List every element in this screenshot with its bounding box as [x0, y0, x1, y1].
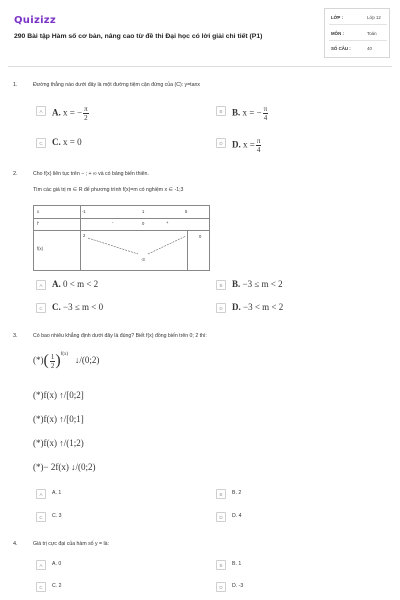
option-text: B. 2 — [232, 490, 242, 496]
option-letter-box: B — [216, 280, 226, 290]
option-b[interactable] — [216, 489, 376, 501]
option-letter-box: D — [216, 303, 226, 313]
option-text: A. 0 — [52, 561, 62, 567]
option-c[interactable] — [36, 138, 196, 150]
option-text: B. 1 — [232, 561, 242, 567]
question-number: 3. — [13, 333, 18, 339]
fprime-sign: - — [112, 220, 114, 225]
option-a[interactable] — [36, 489, 196, 501]
variation-arrows — [34, 206, 211, 272]
meta-info-box — [324, 8, 390, 58]
option-d[interactable] — [216, 137, 376, 154]
option-text: B. −3 ≤ m < 2 — [232, 279, 283, 289]
option-letter-box: B — [216, 560, 226, 570]
meta-value: 40 — [367, 46, 372, 51]
meta-value: Lớp 12 — [367, 15, 381, 20]
option-c[interactable] — [36, 582, 196, 594]
option-text: C. 3 — [52, 513, 62, 519]
row-label-x: x — [37, 209, 40, 214]
option-text: D. 4 — [232, 513, 242, 519]
document-header — [0, 0, 400, 68]
question-number: 4. — [13, 541, 18, 547]
decrease-arrow — [88, 238, 138, 254]
option-b[interactable] — [216, 280, 376, 292]
question-text: Giá trị cực đại của hàm số y = là: — [33, 541, 109, 547]
option-letter-box: C — [36, 582, 46, 592]
option-letter-box: D — [216, 138, 226, 148]
question-number: 1. — [13, 82, 18, 88]
statement-5: (*)− 2f(x) ↓/(0;2) — [33, 462, 96, 472]
option-letter-box: D — [216, 512, 226, 522]
fprime-zero: 0 — [142, 221, 145, 226]
fx-value: -3 — [141, 257, 145, 262]
question-text: Đường thẳng nào dưới đây là một đường tiệm cận đứng của (C): y=tanx — [33, 82, 200, 88]
option-text: D. −3 < m < 2 — [232, 302, 284, 312]
option-c[interactable] — [36, 303, 196, 315]
quizizz-logo: Quizizz — [14, 15, 57, 26]
fprime-sign: + — [166, 220, 169, 225]
meta-value: Toán — [367, 31, 377, 36]
option-letter-box: A — [36, 489, 46, 499]
option-letter-box: A — [36, 280, 46, 290]
statement-1: (*)( $\frac{1}{2}$ )$^{f(x)}$ ↓/(0;2) — [33, 352, 100, 370]
option-b[interactable] — [216, 105, 376, 122]
meta-row-count — [329, 42, 387, 56]
option-a[interactable] — [36, 280, 196, 292]
option-text: D. -3 — [232, 583, 244, 589]
option-a[interactable] — [36, 560, 196, 572]
option-c[interactable] — [36, 512, 196, 524]
meta-row-class — [329, 11, 387, 25]
x-value: 5 — [185, 209, 188, 214]
option-a[interactable] — [36, 105, 196, 122]
option-d[interactable] — [216, 512, 376, 524]
option-letter-box: D — [216, 582, 226, 592]
question-text: Cho f(x) liên tục trên − ; + ∞ và có bảng biến thiên. — [33, 171, 149, 177]
option-letter-box: C — [36, 512, 46, 522]
statement-3: (*)f(x) ↑/[0;1] — [33, 414, 84, 424]
option-text: C. x = 0 — [52, 137, 82, 147]
document-title: 290 Bài tập Hàm số cơ bản, nâng cao từ đề thi Đại học có lời giải chi tiết (P1) — [14, 33, 263, 40]
row-label-fprime: f' — [37, 221, 39, 226]
meta-key: MÔN : — [331, 31, 344, 36]
option-text: A. 1 — [52, 490, 62, 496]
option-b[interactable] — [216, 560, 376, 572]
x-value: -1 — [82, 209, 86, 214]
statement-2: (*)f(x) ↑/[0;2] — [33, 390, 84, 400]
question-text: Có bao nhiêu khẳng định dưới đây là đúng? Biết f(x) đồng biến trên 0; 2 thì: — [33, 333, 207, 339]
meta-row-subject — [329, 27, 387, 41]
statement-4: (*)f(x) ↑/(1;2) — [33, 438, 84, 448]
option-letter-box: A — [36, 560, 46, 570]
question-number: 2. — [13, 171, 18, 177]
fx-value: 2 — [83, 233, 86, 238]
row-label-fx: f(x) — [37, 246, 44, 251]
option-letter-box: B — [216, 106, 226, 116]
variation-table — [33, 205, 210, 271]
option-text: C. 2 — [52, 583, 62, 589]
option-text: A. x = − $\frac{\pi}{2}$ — [52, 105, 88, 122]
header-divider — [8, 66, 392, 67]
option-text: C. −3 ≤ m < 0 — [52, 302, 104, 312]
option-d[interactable] — [216, 582, 376, 594]
x-value: 1 — [142, 209, 145, 214]
increase-arrow — [148, 236, 186, 254]
option-text: D. x = $\frac{\pi}{4}$ — [232, 137, 261, 154]
option-text: B. x = − $\frac{\pi}{4}$ — [232, 105, 268, 122]
meta-key: LỚP : — [331, 15, 343, 20]
meta-key: SỐ CÂU : — [331, 46, 351, 51]
option-letter-box: B — [216, 489, 226, 499]
option-letter-box: A — [36, 106, 46, 116]
question-subtext: Tìm các giá trị m ∈ R để phương trình f(x)=m có nghiệm x ∈ -1;3 — [33, 187, 184, 193]
fx-value: 0 — [199, 234, 202, 239]
option-text: A. 0 < m < 2 — [52, 279, 99, 289]
option-d[interactable] — [216, 303, 376, 315]
option-letter-box: C — [36, 138, 46, 148]
option-letter-box: C — [36, 303, 46, 313]
